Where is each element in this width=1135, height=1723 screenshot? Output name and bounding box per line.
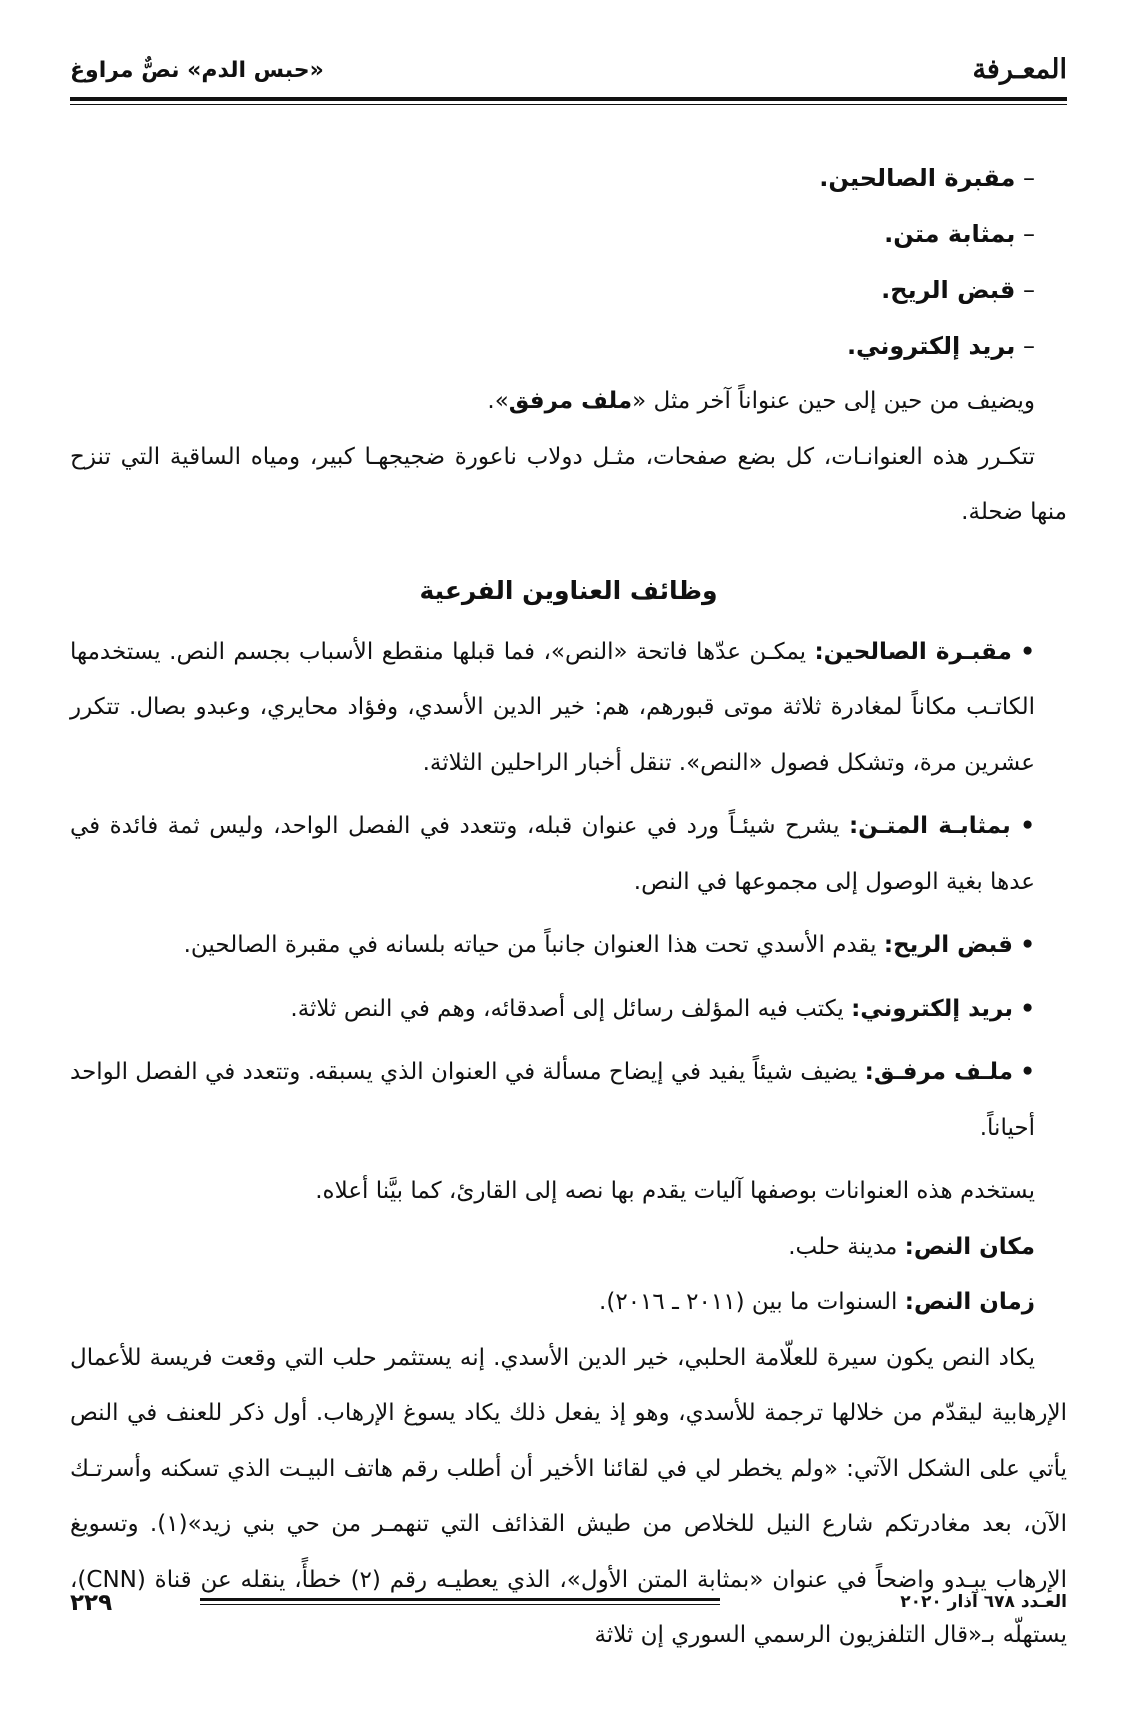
paragraph-adds: ويضيف من حين إلى حين عنواناً آخر مثل «ملف مرفق». — [487, 388, 1035, 414]
bullet-item: • قبض الريح: يقدم الأسدي تحت هذا العنوان جانباً من حياته بلسانه في مقبرة الصالحين. — [183, 932, 1035, 958]
article-body — [70, 150, 1067, 1664]
bullet-item: • بمثابـة المتـن: يشرح شيئـاً ورد في عنوان قبله، وتتعدد في الفصل الواحد، وليس ثمة فائدة في عدها بغية الوصول إلى مجموعها في النص. — [70, 813, 1035, 895]
paragraph-summary: يستخدم هذه العنوانات بوصفها آليات يقدم بها نصه إلى القارئ، كما بيَّنا أعلاه. — [315, 1178, 1035, 1204]
paragraph-repeat: تتكـرر هذه العنوانـات، كل بضع صفحات، مثـل دولاب ناعورة ضجيجهـا كبير، ومياه الساقية التي تنزح منها ضحلة. — [70, 443, 1067, 525]
bullet-item: • مقبـرة الصالحين: يمكـن عدّها فاتحة «النص»، فما قبلها منقطع الأسباب بجسم النص. يستخدمها الكاتـب مكاناً لمغادرة ثلاثة موتى قبورهم، هم: خير الدين الأسدي، وفؤاد محايري، وعبدو بصال. تتكرر عشرين مرة، وتشكل فصول «النص». تنقل أخبار الراحلين الثلاثة. — [70, 638, 1035, 776]
paragraph-place: مكان النص: مدينة حلب. — [788, 1233, 1035, 1260]
term: قبض الريح: — [883, 932, 1013, 958]
paragraph-time: زمان النص: السنوات ما بين (٢٠١١ ـ ٢٠١٦). — [599, 1289, 1035, 1315]
list-item: – مقبرة الصالحين. — [70, 150, 1035, 206]
term: مقبـرة الصالحين: — [814, 638, 1012, 665]
journal-name: المعـرفة — [972, 54, 1067, 85]
term: ملـف مرفـق: — [864, 1059, 1013, 1085]
article-title: «حبس الدم» نصٌّ مراوغ — [70, 58, 324, 83]
list-item: – بريد إلكتروني. — [70, 318, 1035, 374]
term: مكان النص: — [904, 1233, 1035, 1260]
page-number: ٢٢٩ — [70, 1590, 113, 1616]
running-header — [70, 50, 1067, 102]
bullet-item: • بريد إلكتروني: يكتب فيه المؤلف رسائل إلى أصدقائه، وهم في النص ثلاثة. — [290, 995, 1035, 1022]
paragraph-closing: يكاد النص يكون سيرة للعلّامة الحلبي، خير الدين الأسدي. إنه يستثمر حلب التي وقعت فريسة للأعمال الإرهابية ليقدّم من خلالها ترجمة للأسدي، وهو إذ يفعل ذلك يكاد يسوغ الإرهاب. أول ذكر للعنف في النص يأتي على الشكل الآتي: «ولم يخطر لي في لقائنا الأخير أن أطلب رقم هاتف البيـت الذي تسكنه وأسرتـك الآن، بعد مغادرتكم شارع النيل للخلاص من طيش القذائف التي تنهمـر من حي بني زيد»(١). وتسويغ الإرهاب يبـدو واضحاً في عنوان «بمثابة المتن الأول»، الذي يعطيـه رقم (٢) خطأً، ينقله عن قناة (CNN)، يستهلّه بـ«قال التلفزيون الرسمي السوري إن ثلاثة — [70, 1344, 1067, 1648]
section-heading: وظائف العناوين الفرعية — [419, 575, 718, 605]
subtitle-list — [70, 150, 1067, 374]
term: ملف مرفق — [508, 388, 633, 414]
bullet-item: • ملـف مرفـق: يضيف شيئاً يفيد في إيضاح مسألة في العنوان الذي يسبقه. وتتعدد في الفصل الواحد أحياناً. — [70, 1059, 1035, 1141]
page-footer — [70, 1592, 1067, 1632]
list-item: – قبض الريح. — [70, 262, 1035, 318]
term: زمان النص: — [904, 1289, 1035, 1315]
header-rule — [70, 97, 1067, 101]
list-item: – بمثابة متن. — [70, 206, 1035, 262]
term: بمثابـة المتـن: — [848, 813, 1011, 839]
issue-info: العـدد ٦٧٨ آذار ٢٠٢٠ — [900, 1592, 1067, 1612]
term: بريد إلكتروني: — [851, 995, 1013, 1022]
header-rule-thin — [70, 104, 1067, 105]
